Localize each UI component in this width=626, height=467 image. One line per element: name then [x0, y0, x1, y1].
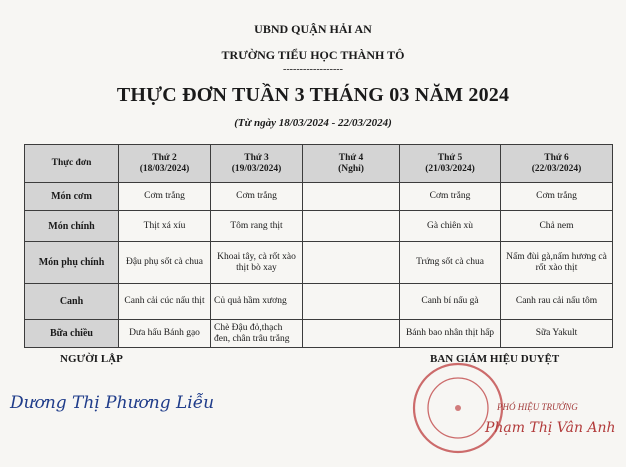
table-corner-header: Thực đơn [25, 145, 119, 183]
day-header [303, 145, 400, 183]
table-cell: Đậu phụ sốt cà chua [119, 242, 211, 284]
table-cell: Dưa hấu Bánh gạo [119, 320, 211, 348]
table-row [25, 211, 613, 242]
day-name: Thứ 3 [244, 152, 269, 163]
row-label: Bữa chiều [25, 320, 119, 348]
table-row [25, 284, 613, 320]
table-row [25, 320, 613, 348]
table-cell: Cơm trắng [211, 183, 303, 211]
table-cell [303, 242, 400, 284]
preparer-title: NGƯỜI LẬP [60, 353, 123, 365]
table-cell: Tôm rang thịt [211, 211, 303, 242]
district-name: UBND QUẬN HẢI AN [254, 22, 372, 36]
table-cell [303, 183, 400, 211]
day-date: (19/03/2024) [231, 163, 282, 174]
day-header [119, 145, 211, 183]
table-cell [303, 211, 400, 242]
table-cell: Trứng sốt cà chua [400, 242, 501, 284]
table-row [25, 242, 613, 284]
table-cell: Canh cải cúc nấu thịt [119, 284, 211, 320]
table-cell [303, 284, 400, 320]
day-name: Thứ 6 [544, 152, 569, 163]
table-cell: Khoai tây, cà rốt xào thịt bò xay [211, 242, 303, 284]
day-date: (21/03/2024) [425, 163, 475, 174]
approver-role: PHÓ HIỆU TRƯỞNG [497, 402, 578, 412]
day-date: (22/03/2024) [531, 163, 582, 174]
row-label: Món phụ chính [25, 242, 119, 284]
document-date-range: (Từ ngày 18/03/2024 - 22/03/2024) [234, 117, 392, 129]
table-cell: Bánh bao nhân thịt hấp [400, 320, 501, 348]
document-title: THỰC ĐƠN TUẦN 3 THÁNG 03 NĂM 2024 [116, 84, 510, 106]
day-header [501, 145, 613, 183]
day-date: (18/03/2024) [139, 163, 190, 174]
day-date: (Nghỉ) [338, 163, 364, 174]
day-header [211, 145, 303, 183]
row-label: Món chính [25, 211, 119, 242]
weekly-menu-table [24, 144, 613, 348]
table-cell: Chè Đậu đỏ,thạch đen, chân trâu trắng [211, 320, 303, 348]
preparer-signature: Dương Thị Phương Liễu [10, 393, 215, 413]
approver-title: BAN GIÁM HIỆU DUYỆT [430, 353, 560, 365]
table-cell: Gà chiên xù [400, 211, 501, 242]
table-cell: Nấm đùi gà,nấm hương cà rốt xào thịt [501, 242, 613, 284]
day-header [400, 145, 501, 183]
table-header-row [25, 145, 613, 183]
table-cell: Cơm trắng [400, 183, 501, 211]
table-cell: Canh rau cải nấu tôm [501, 284, 613, 320]
table-cell: Củ quả hầm xương [211, 284, 303, 320]
table-cell: Canh bí nấu gà [400, 284, 501, 320]
school-name: TRƯỜNG TIỂU HỌC THÀNH TÔ [221, 48, 405, 62]
approver-signature: Phạm Thị Vân Anh [485, 420, 616, 436]
day-name: Thứ 2 [152, 152, 177, 163]
table-cell: Chả nem [501, 211, 613, 242]
table-cell [303, 320, 400, 348]
school-stamp [408, 358, 508, 458]
table-cell: Sữa Yakult [501, 320, 613, 348]
header-separator: ------------------ [283, 64, 343, 75]
table-cell: Cơm trắng [501, 183, 613, 211]
row-label: Canh [25, 284, 119, 320]
day-name: Thứ 5 [437, 152, 463, 163]
row-label: Món cơm [25, 183, 119, 211]
day-name: Thứ 4 [338, 152, 364, 163]
table-cell: Cơm trắng [119, 183, 211, 211]
table-cell: Thịt xá xíu [119, 211, 211, 242]
table-row [25, 183, 613, 211]
